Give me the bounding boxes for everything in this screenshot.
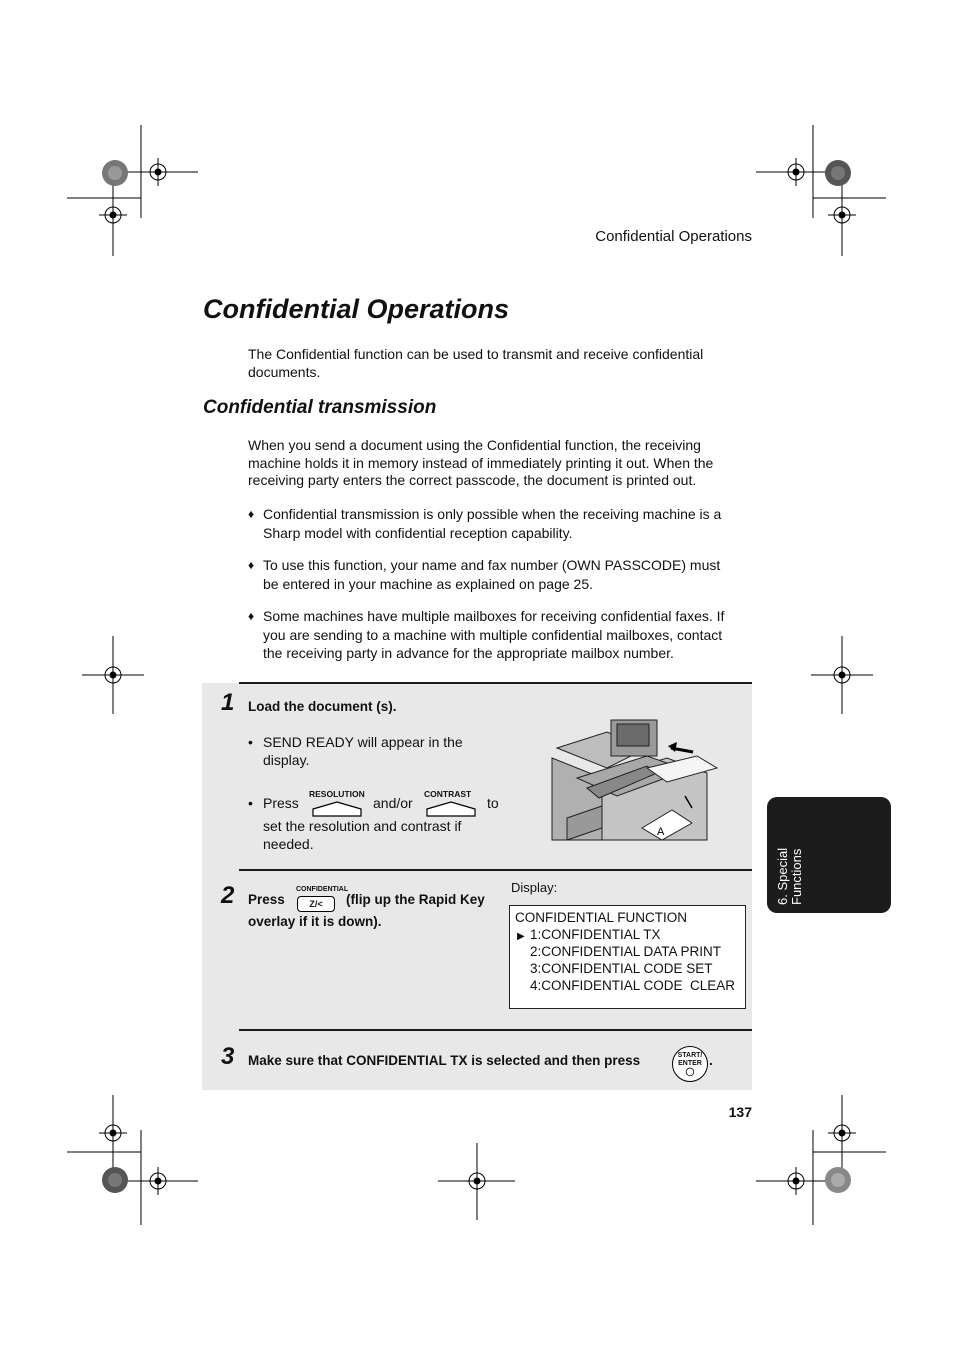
display-label: Display: [511, 880, 558, 895]
confidential-key-label: CONFIDENTIAL [296, 886, 349, 893]
step-number: 2 [221, 882, 235, 909]
bullet-item [248, 607, 738, 663]
bullet-text: SEND READY will appear in the display. [263, 734, 463, 768]
bullet-item [248, 505, 738, 542]
display-line: 3:CONFIDENTIAL CODE SET [530, 961, 713, 976]
step-divider [239, 869, 752, 871]
diamond-bullet-icon: ♦ [248, 507, 255, 521]
fax-machine-illustration [547, 718, 727, 843]
cursor-arrow-icon: ▶ [517, 931, 525, 942]
bullet-text: Some machines have multiple mailboxes for receiving confidential faxes. If you are sending to a machine with multiple confidential mailboxes, contact the receiving party in advance for the appropriate mailbox number. [263, 608, 725, 661]
paragraph-line: machine holds it in memory instead of immediately printing it out. When the [248, 454, 714, 471]
paragraph-line: When you send a document using the Confidential function, the receiving [248, 437, 701, 453]
step-divider [239, 1029, 752, 1031]
step-divider [239, 682, 752, 684]
step-2-text: overlay if it is down). [248, 914, 382, 929]
bullet-text: Press [263, 795, 299, 811]
step-2-press: Press [248, 892, 285, 907]
running-header: Confidential Operations [595, 228, 752, 245]
bullet-text: Confidential transmission is only possible when the receiving machine is a Sharp model with confidential reception capability. [263, 506, 722, 541]
key-label: ENTER [678, 1060, 702, 1067]
step-2-text: (flip up the Rapid Key [346, 892, 485, 907]
paragraph-line: receiving party enters the correct passcode, the document is printed out. [248, 472, 697, 488]
bullet-text: set the resolution and contrast if needed. [263, 818, 462, 852]
step-3-period: . [709, 1053, 713, 1068]
tab-line: 6. Special [775, 847, 790, 905]
bullet-text: and/or [373, 795, 413, 811]
display-line: 1:CONFIDENTIAL TX [530, 927, 661, 942]
bullet-dot-icon: • [248, 795, 253, 811]
bullet-text: To use this function, your name and fax number (OWN PASSCODE) must be entered in your machine as explained on page 25. [263, 557, 721, 592]
step-number: 1 [221, 689, 235, 716]
page-number: 137 [728, 1104, 752, 1120]
step-1-text: Load the document (s). [248, 699, 397, 714]
display-line: CONFIDENTIAL FUNCTION [515, 910, 687, 925]
key-label: START/ [677, 1052, 703, 1059]
document-letter: A [657, 826, 665, 838]
diamond-bullet-icon: ♦ [248, 609, 255, 623]
chapter-tab-label [776, 805, 804, 905]
section-paragraph [248, 437, 738, 490]
bullet-item [248, 556, 738, 593]
tab-line: Functions [789, 848, 804, 905]
step-3-text: Make sure that CONFIDENTIAL TX is selected and then press [248, 1053, 641, 1068]
start-icon: ◯ [685, 1067, 695, 1076]
contrast-key-label: CONTRAST [424, 789, 472, 799]
section-heading: Confidential transmission [203, 397, 437, 418]
display-line: 2:CONFIDENTIAL DATA PRINT [530, 944, 722, 959]
lcd-display [509, 905, 746, 1009]
resolution-key-label: RESOLUTION [309, 789, 365, 799]
start-enter-key[interactable] [672, 1046, 708, 1082]
intro-paragraph: The Confidential function can be used to transmit and receive confidential documents. [248, 346, 704, 380]
step-1-bullet [248, 733, 488, 769]
step-number: 3 [221, 1043, 235, 1070]
confidential-key[interactable]: Z/< [297, 896, 335, 912]
page-title: Confidential Operations [203, 294, 510, 324]
contrast-key[interactable] [426, 800, 476, 818]
display-line: 4:CONFIDENTIAL CODE CLEAR [530, 978, 736, 993]
resolution-key[interactable] [312, 800, 362, 818]
bullet-text: to [487, 795, 499, 811]
diamond-bullet-icon: ♦ [248, 558, 255, 572]
bullet-dot-icon: • [248, 734, 253, 750]
